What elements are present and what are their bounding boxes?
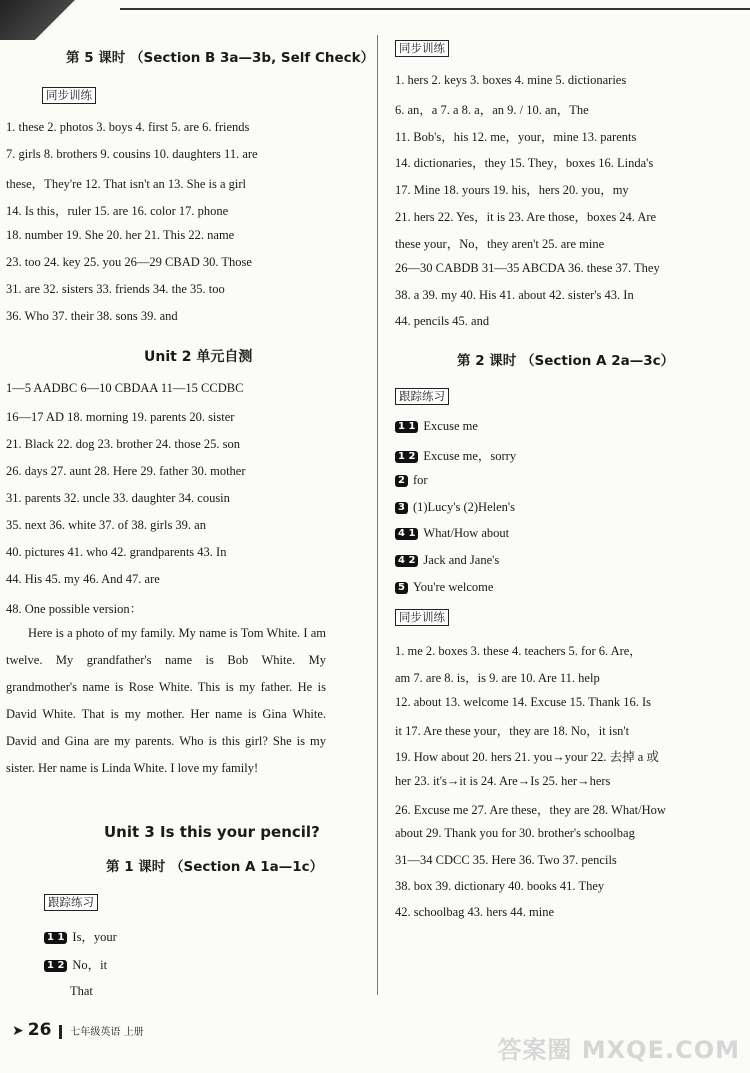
track-practice-label: 跟踪练习 [395, 388, 449, 405]
lesson5-title: 第 5 课时 （Section B 3a—3b, Self Check） [66, 50, 375, 66]
essay-paragraph: Here is a photo of my family. My name is Tom White. I am twelve. My grandfather's name is Bob White. My grandmother's name is Rose White. This is my father. He is David White. That is my mother. Her name is Gina White. David and Gina are my parents. Who is this girl? She is my sister. Her name is Linda White. I love my family! [6, 626, 326, 775]
answer-line: 35. next 36. white 37. of 38. girls 39. an [6, 518, 206, 532]
answer-line: 26. Excuse me 27. Are these，they are 28. What/How [395, 803, 666, 817]
track-item: 2 for [395, 473, 428, 488]
track-item: 1 2 No，it [44, 955, 107, 973]
answer-line: 14. dictionaries，they 15. They，boxes 16. Linda's [395, 156, 654, 170]
sync-practice-label: 同步训练 [395, 609, 449, 626]
arrow-icon: ➤ [12, 1023, 24, 1039]
sync-practice-label: 同步训练 [42, 87, 96, 104]
page-number: 26 [27, 1020, 52, 1040]
footer-separator [59, 1025, 62, 1039]
top-rule [120, 8, 750, 10]
answer-line: 44. pencils 45. and [395, 314, 490, 328]
answer-line: 23. too 24. key 25. you 26—29 CBAD 30. Those [6, 255, 252, 269]
item-badge: 4 2 [395, 555, 418, 567]
answer-line: 1. me 2. boxes 3. these 4. teachers 5. for 6. Are， [395, 644, 642, 658]
item-badge: 1 1 [44, 932, 67, 944]
answer-line: 14. Is this，ruler 15. are 16. color 17. phone [6, 204, 229, 218]
answer-line: 38. a 39. my 40. His 41. about 42. sister's 43. In [395, 288, 634, 302]
unit3-title: Unit 3 Is this your pencil? [104, 823, 320, 841]
lesson1-title: 第 1 课时 （Section A 1a—1c） [106, 859, 324, 875]
item-badge: 1 2 [44, 960, 67, 972]
answer-line: 12. about 13. welcome 14. Excuse 15. Thank 16. Is [395, 695, 651, 709]
answer-line: 38. box 39. dictionary 40. books 41. They [395, 879, 605, 893]
item-badge: 1 2 [395, 451, 418, 463]
answer-line: 26. days 27. aunt 28. Here 29. father 30. mother [6, 464, 246, 478]
track-item: 1 2 Excuse me，sorry [395, 446, 516, 464]
lesson2-title: 第 2 课时 （Section A 2a—3c） [457, 353, 675, 369]
answer-line: 7. girls 8. brothers 9. cousins 10. daughters 11. are [6, 147, 258, 161]
answer-line: 48. One possible version： [6, 602, 143, 616]
answer-line: these your，No，they aren't 25. are mine [395, 237, 605, 251]
track-item: 1 1 Excuse me [395, 419, 478, 434]
answer-line: 26—30 CABDB 31—35 ABCDA 36. these 37. They [395, 261, 660, 275]
answer-line: 18. number 19. She 20. her 21. This 22. name [6, 228, 235, 242]
book-title: 七年级英语 上册 [70, 1027, 144, 1038]
answer-line: 31. are 32. sisters 33. friends 34. the 35. too [6, 282, 225, 296]
track-item: 5 You're welcome [395, 580, 493, 595]
answer-line: 44. His 45. my 46. And 47. are [6, 572, 160, 586]
answer-line: 6. an，a 7. a 8. a，an 9. / 10. an，The [395, 103, 589, 117]
answer-line: 36. Who 37. their 38. sons 39. and [6, 309, 178, 323]
column-divider [377, 35, 378, 995]
track-practice-label: 跟踪练习 [44, 894, 98, 911]
watermark: 答案圈 MXQE.COM [497, 1036, 740, 1064]
track-item: 4 1 What/How about [395, 526, 509, 541]
answer-line: 21. Black 22. dog 23. brother 24. those 25. son [6, 437, 241, 451]
answer-line: her 23. it's→it is 24. Are→Is 25. her→hers [395, 774, 611, 788]
answer-line: 31. parents 32. uncle 33. daughter 34. cousin [6, 491, 230, 505]
answer-line: these，They're 12. That isn't an 13. She is a girl [6, 177, 246, 191]
sync-practice-label: 同步训练 [395, 40, 449, 57]
answer-line: it 17. Are these your，they are 18. No，it isn't [395, 724, 630, 738]
answer-line: 40. pictures 41. who 42. grandparents 43. In [6, 545, 227, 559]
item-badge: 1 1 [395, 421, 418, 433]
item-badge: 2 [395, 475, 408, 487]
page-footer [12, 1020, 144, 1040]
answer-line: 19. How about 20. hers 21. you→your 22. 去掉 a 或 [395, 750, 659, 764]
track-item: 4 2 Jack and Jane's [395, 553, 499, 568]
unit2-title: Unit 2 单元自测 [144, 349, 253, 365]
answer-line: am 7. are 8. is，is 9. are 10. Are 11. help [395, 671, 600, 685]
track-item: That [70, 984, 93, 998]
answer-line: 42. schoolbag 43. hers 44. mine [395, 905, 555, 919]
answer-line: about 29. Thank you for 30. brother's schoolbag [395, 826, 635, 840]
item-badge: 4 1 [395, 528, 418, 540]
answer-line: 21. hers 22. Yes，it is 23. Are those，boxes 24. Are [395, 210, 657, 224]
answer-line: 17. Mine 18. yours 19. his，hers 20. you，my [395, 183, 629, 197]
track-item: 3 (1)Lucy's (2)Helen's [395, 500, 515, 515]
answer-line: 31—34 CDCC 35. Here 36. Two 37. pencils [395, 853, 617, 867]
corner-graphic [0, 0, 95, 40]
item-badge: 5 [395, 582, 408, 594]
answer-line: 11. Bob's，his 12. me，your，mine 13. parents [395, 130, 637, 144]
answer-line: 1. these 2. photos 3. boys 4. first 5. are 6. friends [6, 120, 250, 134]
item-badge: 3 [395, 502, 408, 514]
top-decoration [0, 0, 750, 16]
answer-line: 1—5 AADBC 6—10 CBDAA 11—15 CCDBC [6, 381, 244, 395]
answer-line: 1. hers 2. keys 3. boxes 4. mine 5. dictionaries [395, 73, 627, 87]
answer-line: 16—17 AD 18. morning 19. parents 20. sister [6, 410, 235, 424]
track-item: 1 1 Is，your [44, 927, 117, 945]
